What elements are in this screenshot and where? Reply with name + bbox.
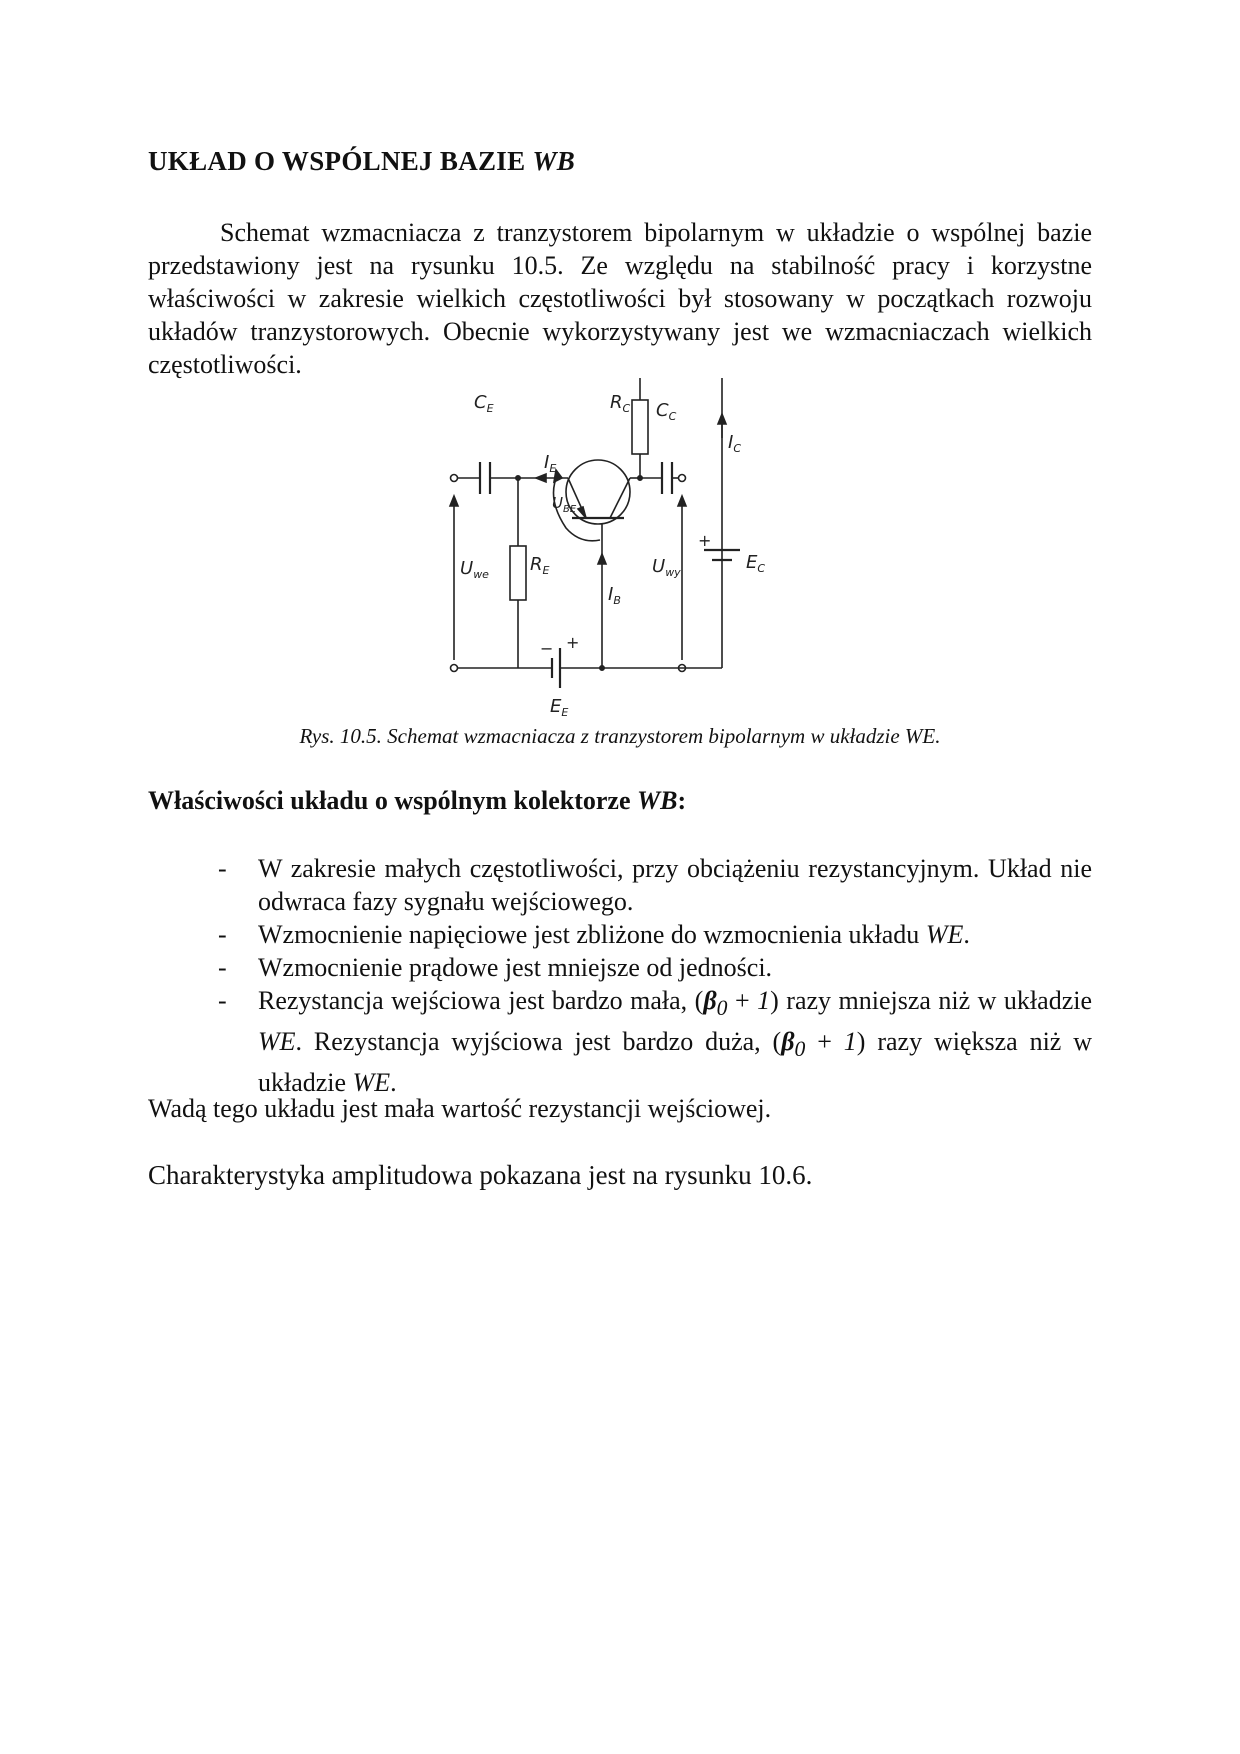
- output-terminal-top: [679, 475, 686, 482]
- final-sentence: Charakterystyka amplitudowa pokazana jest na rysunku 10.6.: [148, 1160, 813, 1190]
- circuit-svg: [440, 378, 812, 722]
- section-heading: Właściwości układu o wspólnym kolektorze WB:: [148, 786, 687, 815]
- list-item: - Wzmocnienie napięciowe jest zbliżone do wzmocnienia układu WE.: [218, 920, 970, 949]
- resistor-re: [510, 546, 526, 600]
- figure-caption: Rys. 10.5. Schemat wzmacniacza z tranzystorem bipolarnym w układzie WE.: [299, 724, 941, 748]
- label-ec-plus: +: [698, 531, 712, 550]
- label-uwe: $U_{we}$: [460, 558, 489, 581]
- label-ee: $E_E$: [550, 696, 569, 719]
- resistor-rc: [632, 400, 648, 454]
- label-ce-left: $C_E$: [474, 392, 494, 415]
- label-ib: $I_B$: [608, 584, 621, 607]
- list-item: - Rezystancja wejściowa jest bardzo mała, $(\beta_0 + 1)$ razy mniejsza niż w układzie WE. Rezystancja wyjściowa jest bardzo duża, $(\beta_0 + 1)$ razy większa niż w układzie WE.: [218, 986, 1093, 1098]
- input-terminal-top: [451, 475, 458, 482]
- properties-list: [218, 852, 1092, 1099]
- section-heading-abbr: WB: [637, 786, 678, 815]
- intro-text: Schemat wzmacniacza z tranzystorem bipolarnym w układzie o wspólnej bazie przedstawiony jest na rysunku 10.5. Ze względu na stabilność pracy i korzystne właściwości w zakresie wielkich częstotliwości był stosowany w początkach rozwoju układów tranzystorowych. Obecnie wykorzystywany jest we wzmacniaczach wielkich częstotliwości.: [148, 218, 1092, 379]
- label-ie: $I_E$: [544, 452, 557, 475]
- title-abbr: WB: [532, 146, 576, 176]
- closing-sentence: Wadą tego układu jest mała wartość rezystancji wejściowej.: [148, 1094, 772, 1123]
- input-terminal-bottom: [451, 665, 458, 672]
- list-item: - Wzmocnienie prądowe jest mniejsze od jedności.: [218, 953, 773, 982]
- label-ec: $E_C$: [746, 552, 766, 575]
- label-rc-top: $R_C$: [610, 392, 631, 415]
- label-ic: $I_C$: [728, 432, 741, 455]
- list-item: - W zakresie małych częstotliwości, przy obciążeniu rezystancyjnym. Układ nie odwraca fazy sygnału wejściowego.: [218, 854, 1092, 916]
- intro-paragraph: [148, 216, 1092, 381]
- label-cc: $C_C$: [656, 400, 677, 423]
- label-ube: $U_{BE}$: [552, 494, 577, 515]
- label-ee-plus: +: [566, 633, 580, 652]
- label-ee-minus: −: [540, 639, 554, 658]
- label-uwy: $U_{wy}$: [652, 556, 681, 579]
- page-title: UKŁAD O WSPÓLNEJ BAZIE WB: [148, 146, 576, 176]
- circuit-diagram: [440, 378, 812, 722]
- label-re: $R_E$: [530, 554, 550, 577]
